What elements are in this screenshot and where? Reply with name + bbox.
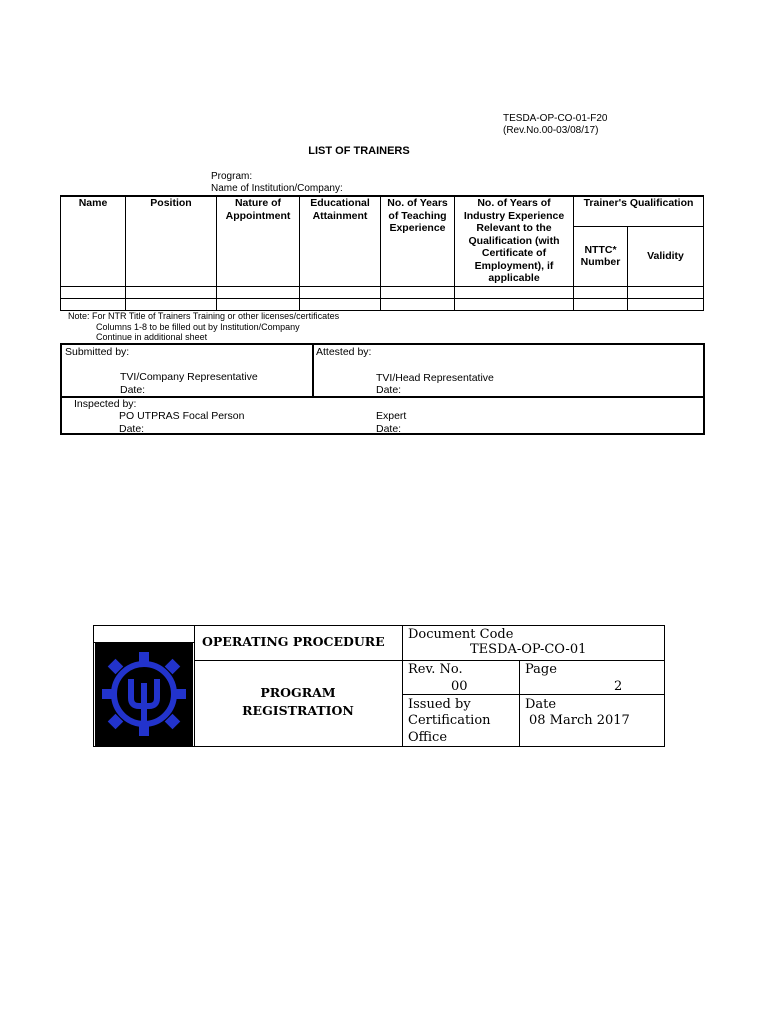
divider: [519, 660, 520, 746]
po-focal-label: PO UTPRAS Focal Person: [119, 410, 245, 422]
date-label: Date:: [376, 384, 402, 396]
col-header-position: Position: [126, 196, 217, 286]
operating-procedure-label: OPERATING PROCEDURE: [202, 634, 385, 649]
col-header-nttc: NTTC* Number: [574, 226, 628, 286]
table-cell[interactable]: [628, 286, 704, 298]
table-row: [61, 286, 704, 298]
table-cell[interactable]: [574, 298, 628, 310]
tesda-gear-logo-icon: [95, 642, 193, 746]
issued-by-line: Office: [408, 730, 448, 745]
tvi-company-rep-label: TVI/Company Representative: [120, 371, 258, 383]
table-cell[interactable]: [61, 286, 126, 298]
col-header-validity: Validity: [628, 226, 704, 286]
table-cell[interactable]: [455, 286, 574, 298]
issued-by-line: Certification: [408, 713, 491, 728]
expert-label: Expert: [376, 410, 407, 422]
divider: [402, 626, 403, 746]
attested-by-label: Attested by:: [316, 346, 372, 358]
program-lines: [211, 171, 343, 195]
operating-procedure-box: [93, 625, 665, 747]
date-label: Date:: [119, 423, 145, 435]
col-header-name: Name: [61, 196, 126, 286]
table-cell[interactable]: [217, 286, 300, 298]
document-code-label: Document Code: [408, 627, 514, 642]
col-header-teaching: No. of Years of Teaching Experience: [381, 196, 455, 286]
signature-divider: [312, 345, 314, 396]
col-header-nature: Nature of Appointment: [217, 196, 300, 286]
rev-no-value: 00: [451, 679, 468, 694]
document-code-value: TESDA-OP-CO-01: [470, 642, 587, 657]
form-code-block: [503, 113, 607, 137]
table-cell[interactable]: [574, 286, 628, 298]
program-title-line: PROGRAM: [260, 685, 336, 700]
table-cell[interactable]: [381, 286, 455, 298]
table-cell[interactable]: [381, 298, 455, 310]
submitted-by-label: Submitted by:: [65, 346, 130, 358]
page-label: Page: [525, 662, 557, 677]
table-cell[interactable]: [126, 298, 217, 310]
table-cell[interactable]: [455, 298, 574, 310]
note-line: Note: For NTR Title of Trainers Training or other licenses/certificates: [68, 311, 340, 321]
trainers-table: [60, 195, 704, 311]
signature-box: [60, 343, 705, 435]
issued-by-line: Issued by: [408, 697, 471, 712]
table-row: [61, 298, 704, 310]
note-line: Columns 1-8 to be filled out by Institution/Company: [96, 321, 300, 332]
institution-label: Name of Institution/Company:: [211, 183, 343, 194]
program-label: Program:: [211, 171, 253, 182]
inspected-by-label: Inspected by:: [74, 398, 137, 410]
divider: [402, 694, 664, 695]
table-cell[interactable]: [628, 298, 704, 310]
table-cell[interactable]: [217, 298, 300, 310]
program-title-line: REGISTRATION: [242, 703, 354, 718]
date-value: 08 March 2017: [529, 713, 630, 728]
table-cell[interactable]: [126, 286, 217, 298]
col-header-industry: No. of Years of Industry Experience Relevant to the Qualification (with Certificate of Employment), if applicable: [455, 196, 574, 286]
table-cell[interactable]: [300, 286, 381, 298]
tvi-head-rep-label: TVI/Head Representative: [376, 372, 494, 384]
table-notes: [68, 311, 339, 343]
table-cell[interactable]: [300, 298, 381, 310]
table-cell[interactable]: [61, 298, 126, 310]
page-value: 2: [614, 679, 623, 694]
rev-no-label: Rev. No.: [408, 662, 463, 677]
form-code: TESDA-OP-CO-01-F20: [503, 113, 608, 124]
note-line: Continue in additional sheet: [96, 332, 208, 342]
date-label: Date:: [120, 384, 146, 396]
revision-number: (Rev.No.00-03/08/17): [503, 125, 599, 136]
col-header-education: Educational Attainment: [300, 196, 381, 286]
col-header-qualification: Trainer's Qualification: [574, 196, 704, 226]
date-label: Date:: [376, 423, 402, 435]
page-title: LIST OF TRAINERS: [308, 145, 410, 157]
date-label: Date: [525, 697, 557, 712]
